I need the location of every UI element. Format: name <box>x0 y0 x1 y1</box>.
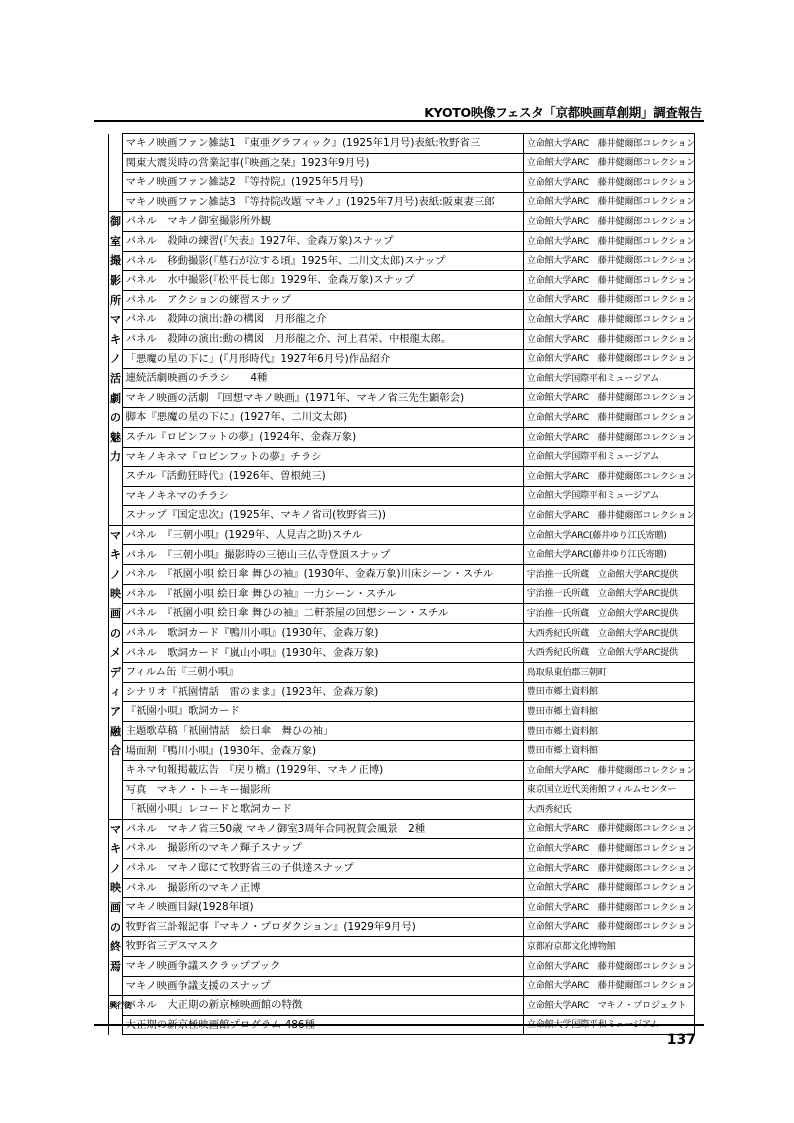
exhibit-item: マキノキネマ『ロビンフットの夢』チラシ <box>122 447 523 467</box>
table-row <box>96 780 695 800</box>
table-row <box>96 800 695 820</box>
row-spacer <box>96 584 109 604</box>
exhibit-item: マキノ映画目録(1928年頃) <box>122 898 523 918</box>
exhibit-item: パネル 『祇園小唄 絵日傘 舞ひの袖』一力シーン・スチル <box>122 584 523 604</box>
table-row <box>96 525 695 545</box>
section-label-char <box>109 800 122 820</box>
exhibit-item: パネル 歌詞カード『嵐山小唄』(1930年、金森万象) <box>122 643 523 663</box>
table-row <box>96 506 695 526</box>
section-label-char <box>109 173 122 193</box>
row-spacer <box>96 427 109 447</box>
exhibit-source: 立命館大学ARC 藤井健爾郎コレクション <box>523 231 694 251</box>
table-row <box>96 996 695 1016</box>
exhibit-source: 立命館大学ARC 藤井健爾郎コレクション <box>523 310 694 330</box>
exhibit-source: 立命館大学ARC 藤井健爾郎コレクション <box>523 976 694 996</box>
row-spacer <box>96 192 109 212</box>
table-row <box>96 761 695 781</box>
exhibit-item: スチル『活動狂時代』(1926年、曽根純三) <box>122 467 523 487</box>
table-row <box>96 310 695 330</box>
exhibit-source: 立命館大学ARC 藤井健爾郎コレクション <box>523 290 694 310</box>
section-label-char: 劇 <box>109 388 122 408</box>
section-label-char: ア <box>109 702 122 722</box>
section-label-char: 画 <box>109 898 122 918</box>
exhibit-source: 京都府京都文化博物館 <box>523 937 694 957</box>
exhibit-item: 牧野省三デスマスク <box>122 937 523 957</box>
exhibit-item: パネル 移動撮影(『墓石が泣する頃』1925年、二川文太郎)スナップ <box>122 251 523 271</box>
exhibit-source: 立命館大学ARC 藤井健爾郎コレクション <box>523 761 694 781</box>
section-label-char <box>109 134 122 154</box>
exhibit-item: パネル 殺陣の演出:動の構図 月形龍之介、河上君栄、中根龍太郎。 <box>122 329 523 349</box>
exhibit-item: パネル 歌詞カード『鴨川小唄』(1930年、金森万象) <box>122 623 523 643</box>
exhibit-item: パネル 『三朝小唄』(1929年、人見吉之助)スチル <box>122 525 523 545</box>
section-label-char: マ <box>109 310 122 330</box>
table-row <box>96 153 695 173</box>
exhibit-item: パネル マキノ御室撮影所外観 <box>122 212 523 232</box>
table-row <box>96 192 695 212</box>
exhibit-table-body <box>96 134 695 1035</box>
section-label-char: 撮 <box>109 251 122 271</box>
row-spacer <box>96 663 109 683</box>
section-label-char <box>109 761 122 781</box>
exhibit-item: スチル『ロビンフットの夢』(1924年、金森万象) <box>122 427 523 447</box>
table-row <box>96 584 695 604</box>
exhibit-item: パネル アクションの練習スナップ <box>122 290 523 310</box>
row-spacer <box>96 761 109 781</box>
table-row <box>96 565 695 585</box>
exhibit-item: マキノ映画争議支援のスナップ <box>122 976 523 996</box>
table-row <box>96 290 695 310</box>
table-row <box>96 956 695 976</box>
exhibit-item: キネマ旬報掲載広告 『戻り橋』(1929年、マキノ正博) <box>122 761 523 781</box>
exhibit-item: シナリオ『祇園情話 雷のまま』(1923年、金森万象) <box>122 682 523 702</box>
row-spacer <box>96 134 109 154</box>
row-spacer <box>96 251 109 271</box>
exhibit-source: 立命館大学国際平和ミュージアム <box>523 1015 694 1035</box>
row-spacer <box>96 231 109 251</box>
exhibit-source: 立命館大学ARC 藤井健爾郎コレクション <box>523 408 694 428</box>
section-label-char: 活 <box>109 369 122 389</box>
row-spacer <box>96 702 109 722</box>
exhibit-source: 立命館大学ARC 藤井健爾郎コレクション <box>523 858 694 878</box>
row-spacer <box>96 525 109 545</box>
row-spacer <box>96 388 109 408</box>
table-row <box>96 643 695 663</box>
row-spacer <box>96 290 109 310</box>
exhibit-source: 立命館大学ARC 藤井健爾郎コレクション <box>523 898 694 918</box>
table-row <box>96 271 695 291</box>
exhibit-source: 鳥取県東伯郡三朝町 <box>523 663 694 683</box>
exhibit-item: マキノ映画ファン雑誌1 『東亜グラフィック』(1925年1月号)表紙:牧野省三 <box>122 134 523 154</box>
table-row <box>96 604 695 624</box>
exhibit-item: 『祇園小唄』歌詞カード <box>122 702 523 722</box>
exhibit-source: 立命館大学ARC 藤井健爾郎コレクション <box>523 956 694 976</box>
exhibit-source: 立命館大学ARC 藤井健爾郎コレクション <box>523 467 694 487</box>
section-label-char: の <box>109 917 122 937</box>
section-label-char <box>109 467 122 487</box>
table-row <box>96 134 695 154</box>
table-row <box>96 663 695 683</box>
section-label-char: メ <box>109 643 122 663</box>
exhibit-item: パネル 撮影所のマキノ輝子スナップ <box>122 839 523 859</box>
table-row <box>96 819 695 839</box>
exhibit-source: 宇治推一氏所蔵 立命館大学ARC提供 <box>523 565 694 585</box>
exhibit-item: マキノ映画の活劇 『回想マキノ映画』(1971年、マキノ省三先生顕彰会) <box>122 388 523 408</box>
exhibit-source: 立命館大学ARC(藤井ゆり江氏寄贈) <box>523 525 694 545</box>
section-label-char: ィ <box>109 682 122 702</box>
row-spacer <box>96 741 109 761</box>
exhibit-item: 牧野省三訃報記事『マキノ・プロダクション』(1929年9月号) <box>122 917 523 937</box>
exhibit-source: 豊田市郷土資料館 <box>523 682 694 702</box>
section-label-char: 所 <box>109 290 122 310</box>
exhibit-source: 豊田市郷土資料館 <box>523 721 694 741</box>
exhibit-item: パネル 大正期の新京極映画館の特徴 <box>122 996 523 1016</box>
exhibit-item: パネル 『祇園小唄 絵日傘 舞ひの袖』二軒茶屋の回想シーン・スチル <box>122 604 523 624</box>
exhibit-item: パネル 殺陣の練習(『矢表』1927年、金森万象)スナップ <box>122 231 523 251</box>
section-label-char: 御 <box>109 212 122 232</box>
exhibit-source: 大西秀紀氏所蔵 立命館大学ARC提供 <box>523 623 694 643</box>
exhibit-source: 立命館大学ARC 藤井健爾郎コレクション <box>523 506 694 526</box>
section-label-char <box>109 780 122 800</box>
section-label-char: 映 <box>109 584 122 604</box>
section-label-char: 合 <box>109 741 122 761</box>
exhibit-source: 大西秀紀氏 <box>523 800 694 820</box>
exhibit-item: 大正期の新京極映画館プログラム 486種 <box>122 1015 523 1035</box>
row-spacer <box>96 858 109 878</box>
section-label-char <box>109 976 122 996</box>
row-spacer <box>96 682 109 702</box>
section-label-char: マ <box>109 819 122 839</box>
row-spacer <box>96 467 109 487</box>
exhibit-item: パネル マキノ邸にて牧野省三の子供達スナップ <box>122 858 523 878</box>
exhibit-source: 東京国立近代美術館フィルムセンター <box>523 780 694 800</box>
section-label-char <box>109 506 122 526</box>
exhibit-item: パネル 『三朝小唄』撮影時の三徳山三仏寺登頂スナップ <box>122 545 523 565</box>
table-row <box>96 251 695 271</box>
row-spacer <box>96 329 109 349</box>
table-row <box>96 741 695 761</box>
row-spacer <box>96 271 109 291</box>
exhibit-item: マキノ映画ファン雑誌2 『等持院』(1925年5月号) <box>122 173 523 193</box>
exhibit-source: 立命館大学ARC 藤井健爾郎コレクション <box>523 329 694 349</box>
row-spacer <box>96 565 109 585</box>
exhibit-item: 関東大震災時の営業記事(『映画之栞』1923年9月号) <box>122 153 523 173</box>
row-spacer <box>96 976 109 996</box>
section-label-char: 融 <box>109 721 122 741</box>
row-spacer <box>96 800 109 820</box>
exhibit-item: パネル 水中撮影(『松平長七郎』1929年、金森万象)スナップ <box>122 271 523 291</box>
page-header-title: KYOTO映像フェスタ「京都映画草創期」調査報告 <box>424 105 702 120</box>
table-row <box>96 623 695 643</box>
table-row <box>96 937 695 957</box>
table-row <box>96 212 695 232</box>
exhibit-source: 立命館大学ARC 藤井健爾郎コレクション <box>523 427 694 447</box>
exhibit-source: 立命館大学国際平和ミュージアム <box>523 369 694 389</box>
row-spacer <box>96 878 109 898</box>
exhibit-item: 連続活劇映画のチラシ 4種 <box>122 369 523 389</box>
exhibit-source: 立命館大学ARC 藤井健爾郎コレクション <box>523 271 694 291</box>
exhibit-item: パネル 殺陣の演出:静の構図 月形龍之介 <box>122 310 523 330</box>
exhibit-item: 「祇園小唄」レコードと歌詞カード <box>122 800 523 820</box>
section-label-char <box>109 192 122 212</box>
row-spacer <box>96 604 109 624</box>
table-row <box>96 369 695 389</box>
exhibit-item: 場面割『鴨川小唄』(1930年、金森万象) <box>122 741 523 761</box>
row-spacer <box>96 408 109 428</box>
table-row <box>96 976 695 996</box>
row-spacer <box>96 898 109 918</box>
row-spacer <box>96 956 109 976</box>
section-label-char <box>109 486 122 506</box>
table-row <box>96 173 695 193</box>
row-spacer <box>96 486 109 506</box>
table-row <box>96 682 695 702</box>
section-label-char: 魅 <box>109 427 122 447</box>
table-row <box>96 349 695 369</box>
section-label-char: 画 <box>109 604 122 624</box>
table-row <box>96 467 695 487</box>
row-spacer <box>96 839 109 859</box>
section-label-char: 力 <box>109 447 122 467</box>
row-spacer <box>96 643 109 663</box>
row-spacer <box>96 212 109 232</box>
exhibit-item: パネル マキノ省三50歳 マキノ御室3周年合同祝賀会風景 2種 <box>122 819 523 839</box>
row-spacer <box>96 996 109 1016</box>
table-row <box>96 917 695 937</box>
section-label-char: 影 <box>109 271 122 291</box>
row-spacer <box>96 173 109 193</box>
section-label-char: ノ <box>109 349 122 369</box>
row-spacer <box>96 937 109 957</box>
section-label-char: の <box>109 408 122 428</box>
table-row <box>96 702 695 722</box>
exhibit-item: 写真 マキノ・トーキー撮影所 <box>122 780 523 800</box>
exhibit-item: パネル 撮影所のマキノ正博 <box>122 878 523 898</box>
row-spacer <box>96 819 109 839</box>
row-spacer <box>96 721 109 741</box>
footer-rule <box>94 1024 704 1026</box>
exhibit-item: 脚本『悪魔の星の下に』(1927年、二川文太郎) <box>122 408 523 428</box>
exhibit-item: 「悪魔の星の下に」(『月形時代』1927年6月号)作品紹介 <box>122 349 523 369</box>
exhibit-source: 立命館大学ARC(藤井ゆり江氏寄贈) <box>523 545 694 565</box>
exhibit-item: マキノ映画ファン雑誌3 『等持院改題 マキノ』(1925年7月号)表紙:阪東妻三郎 <box>122 192 523 212</box>
table-row <box>96 427 695 447</box>
exhibit-source: 宇治推一氏所蔵 立命館大学ARC提供 <box>523 584 694 604</box>
section-label-char: の <box>109 623 122 643</box>
section-label-char: ノ <box>109 858 122 878</box>
exhibit-source: 立命館大学ARC 藤井健爾郎コレクション <box>523 878 694 898</box>
exhibit-source: 立命館大学ARC 藤井健爾郎コレクション <box>523 192 694 212</box>
exhibit-source: 大西秀紀氏所蔵 立命館大学ARC提供 <box>523 643 694 663</box>
row-spacer <box>96 506 109 526</box>
exhibit-item: スナップ『国定忠次』(1925年、マキノ省司(牧野省三)) <box>122 506 523 526</box>
exhibit-source: 立命館大学ARC 藤井健爾郎コレクション <box>523 388 694 408</box>
section-label-char: ノ <box>109 565 122 585</box>
table-row <box>96 388 695 408</box>
exhibit-source: 立命館大学国際平和ミュージアム <box>523 447 694 467</box>
exhibit-source: 立命館大学ARC 藤井健爾郎コレクション <box>523 819 694 839</box>
section-label-char: キ <box>109 545 122 565</box>
table-row <box>96 839 695 859</box>
section-label-char: 終 <box>109 937 122 957</box>
section-label-char: 焉 <box>109 956 122 976</box>
exhibit-item: フィルム缶『三朝小唄』 <box>122 663 523 683</box>
exhibit-item: マキノ映画争議スクラップブック <box>122 956 523 976</box>
table-row <box>96 878 695 898</box>
table-row <box>96 545 695 565</box>
exhibit-source: 立命館大学ARC 藤井健爾郎コレクション <box>523 349 694 369</box>
row-spacer <box>96 780 109 800</box>
exhibit-source: 宇治推一氏所蔵 立命館大学ARC提供 <box>523 604 694 624</box>
section-label-char: マ <box>109 525 122 545</box>
exhibit-table <box>96 133 695 1035</box>
exhibit-source: 立命館大学ARC 藤井健爾郎コレクション <box>523 173 694 193</box>
exhibit-source: 豊田市郷土資料館 <box>523 702 694 722</box>
exhibit-source: 立命館大学ARC 藤井健爾郎コレクション <box>523 153 694 173</box>
table-row <box>96 231 695 251</box>
table-row <box>96 486 695 506</box>
exhibit-item: パネル 『祇園小唄 絵日傘 舞ひの袖』(1930年、金森万象)川床シーン・スチル <box>122 565 523 585</box>
section-label-char: 室 <box>109 231 122 251</box>
exhibit-source: 立命館大学ARC 藤井健爾郎コレクション <box>523 839 694 859</box>
exhibit-item: マキノキネマのチラシ <box>122 486 523 506</box>
row-spacer <box>96 447 109 467</box>
exhibit-source: 立命館大学ARC 藤井健爾郎コレクション <box>523 134 694 154</box>
row-spacer <box>96 623 109 643</box>
table-row <box>96 721 695 741</box>
row-spacer <box>96 369 109 389</box>
exhibit-source: 豊田市郷土資料館 <box>523 741 694 761</box>
section-label-char: キ <box>109 329 122 349</box>
row-spacer <box>96 153 109 173</box>
table-row <box>96 447 695 467</box>
table-row <box>96 408 695 428</box>
section-label-char: デ <box>109 663 122 683</box>
section-label-char: キ <box>109 839 122 859</box>
section-label-char <box>109 153 122 173</box>
row-spacer <box>96 917 109 937</box>
exhibit-source: 立命館大学国際平和ミュージアム <box>523 486 694 506</box>
exhibit-source: 立命館大学ARC マキノ・プロジェクト <box>523 996 694 1016</box>
section-label-char: 映 <box>109 878 122 898</box>
header-rule <box>94 120 704 122</box>
table-row <box>96 898 695 918</box>
exhibit-source: 立命館大学ARC 藤井健爾郎コレクション <box>523 917 694 937</box>
section-label-char: 興行街 <box>109 996 122 1016</box>
exhibit-source: 立命館大学ARC 藤井健爾郎コレクション <box>523 251 694 271</box>
table-row <box>96 858 695 878</box>
row-spacer <box>96 349 109 369</box>
exhibit-item: 主題歌草稿「祇園情話 絵日傘 舞ひの袖」 <box>122 721 523 741</box>
page-number: 137 <box>666 1032 696 1048</box>
row-spacer <box>96 545 109 565</box>
row-spacer <box>96 310 109 330</box>
exhibit-source: 立命館大学ARC 藤井健爾郎コレクション <box>523 212 694 232</box>
table-row <box>96 329 695 349</box>
